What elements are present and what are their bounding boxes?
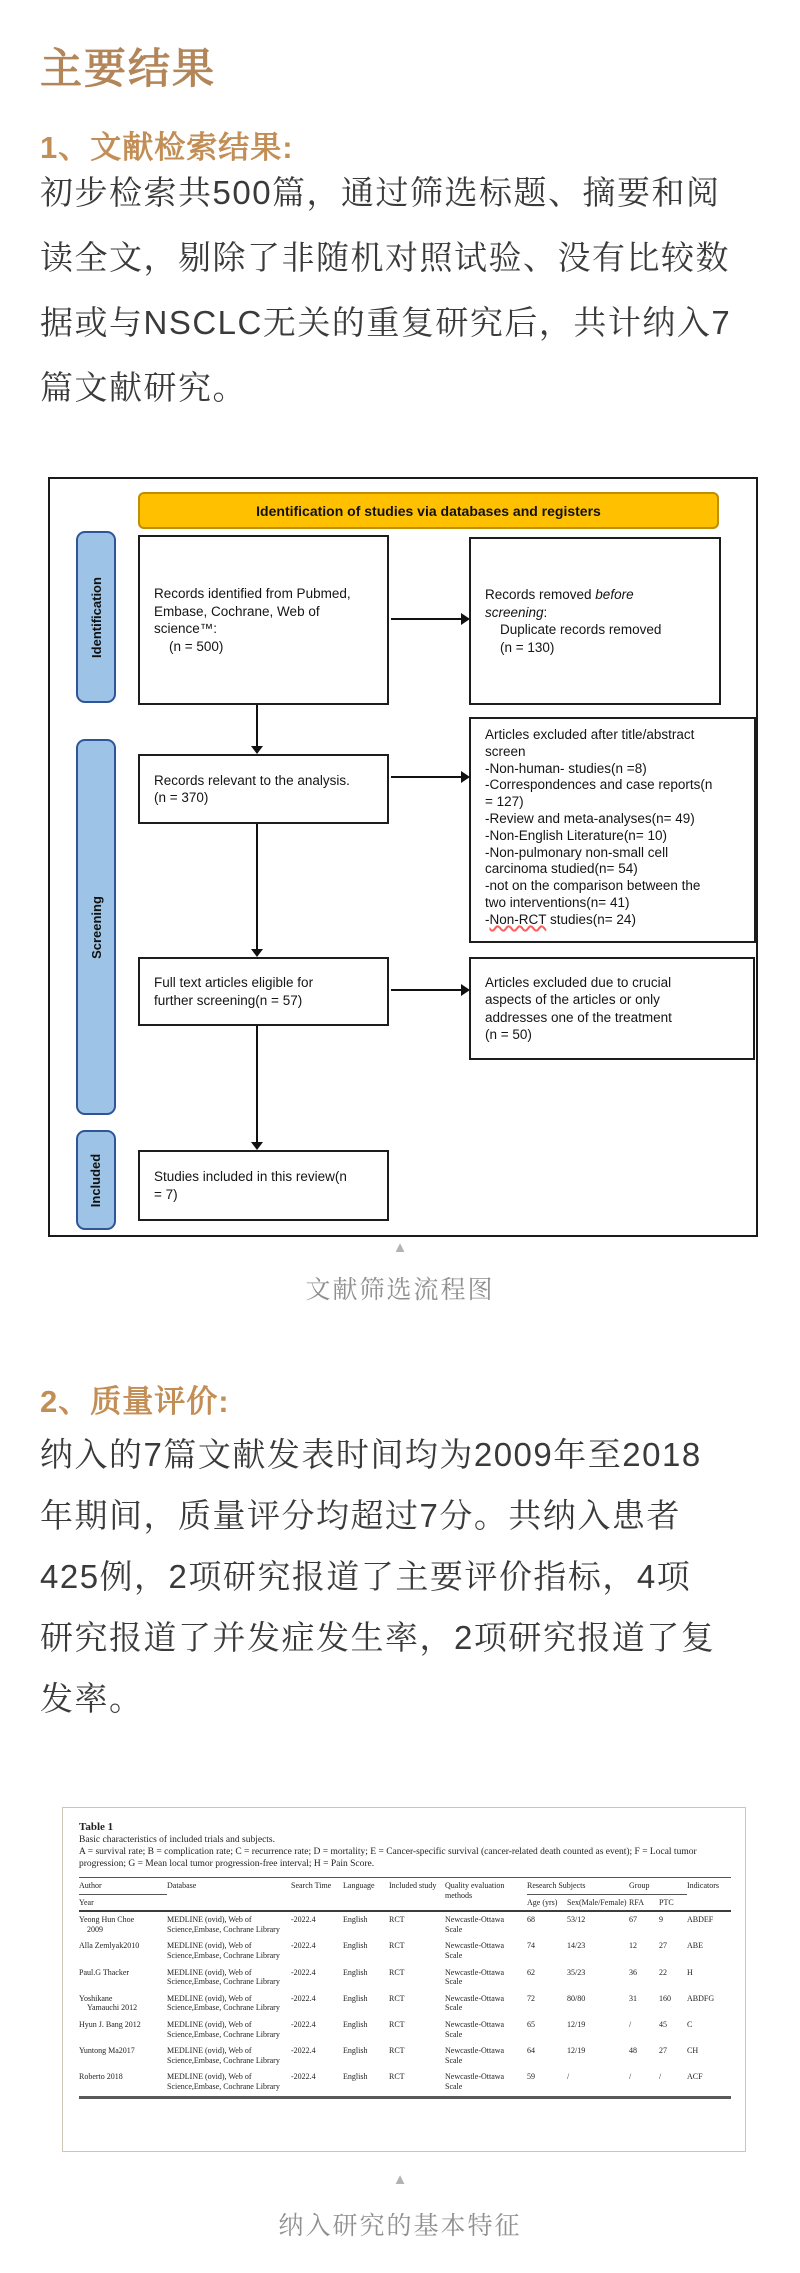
box-line: screening: [485, 604, 548, 620]
section-2-heading: 2、质量评价: [40, 1384, 230, 1419]
arrow-relevant-down [256, 824, 258, 949]
col-header-research-subjects: Research Subjects [527, 1878, 629, 1895]
cell-search-time: -2022.4 [291, 1993, 316, 2003]
box-line: -not on the comparison between the [485, 878, 701, 894]
cell-search-time: -2022.4 [291, 2046, 316, 2056]
box-line: further screening(n = 57) [154, 992, 303, 1008]
table-note: A = survival rate; B = complication rate; C = recurrence rate; D = mortality; E = Cancer-specific survival (cancer-related death counted as event); F = Local tumor progression; G = Mean local tumor progression-free interval; H = Pain Score. [79, 1847, 697, 1869]
cell-rfa: 12 [629, 1941, 637, 1951]
cell-sex: 14/23 [567, 1941, 586, 1951]
cell-ptc: 22 [659, 1967, 667, 1977]
col-header-sex: Sex(Male/Female) [567, 1894, 629, 1911]
box-records-identified [138, 535, 389, 705]
cell-quality: Newcastle-Ottawa Scale [445, 2019, 505, 2039]
cell-quality: Newcastle-Ottawa Scale [445, 1993, 505, 2013]
cell-language: English [343, 1941, 368, 1951]
box-line: addresses one of the treatment [485, 1009, 672, 1025]
cell-search-time: -2022.4 [291, 1967, 316, 1977]
box-line: Embase, Cochrane, Web of [154, 603, 320, 619]
box-line: Duplicate records removed [485, 622, 662, 637]
cell-sex: 12/19 [567, 2046, 586, 2056]
col-header-rfa: RFA [629, 1894, 659, 1911]
cell-author: Yuntong Ma2017 [79, 2046, 135, 2056]
box-line: = 7) [154, 1186, 178, 1202]
cell-rfa: / [629, 2069, 659, 2097]
paragraph-line: 读全文，剔除了非随机对照试验、没有比较数 [40, 239, 730, 276]
box-line: Articles excluded after title/abstract [485, 727, 695, 742]
prisma-flow-diagram-figure[interactable] [48, 477, 758, 1237]
section-1-paragraph [40, 160, 764, 420]
cell-database: MEDLINE (ovid), Web of Science,Embase, Cochrane Library [167, 1915, 280, 1934]
cell-indicators: ACF [687, 2069, 731, 2097]
cell-ptc: 9 [659, 1915, 663, 1925]
cell-quality: Newcastle-Ottawa Scale [445, 1915, 505, 1934]
cell-included-study: RCT [389, 1915, 405, 1925]
col-header-search-time: Search Time [291, 1878, 343, 1912]
cell-language: English [343, 2019, 368, 2029]
cell-search-time: -2022.4 [291, 2019, 316, 2029]
paragraph-line: 研究报道了并发症发生率，2项研究报道了复 [40, 1619, 716, 1656]
box-line: (n = 500) [154, 638, 224, 654]
page-title: 主要结果 [40, 45, 217, 92]
arrow-identified-to-removed [391, 618, 461, 620]
cell-author: Alla Zemlyak2010 [79, 1941, 140, 1951]
box-line: Records removed before [485, 587, 634, 602]
table-row [79, 2043, 731, 2069]
table-row [79, 1911, 731, 1938]
box-line: carcinoma studied(n= 54) [485, 861, 638, 877]
cell-indicators: ABDEF [687, 1915, 714, 1925]
cell-database: MEDLINE (ovid), Web of Science,Embase, Cochrane Library [167, 1967, 280, 1987]
paragraph-line: 年期间，质量评分均超过7分。共纳入患者 [40, 1497, 681, 1534]
paragraph-line: 发率。 [40, 1680, 144, 1717]
table-subtitle: Basic characteristics of included trials and subjects. [79, 1835, 276, 1845]
col-header-ptc: PTC [659, 1894, 687, 1911]
col-header-author: Author [79, 1878, 167, 1895]
arrow-identified-down [256, 705, 258, 746]
box-line: -Review and meta-analyses(n= 49) [485, 810, 695, 826]
box-line: Records identified from Pubmed, [154, 586, 351, 601]
cell-sex: / [567, 2069, 629, 2097]
cell-ptc: 45 [659, 2019, 667, 2029]
cell-ptc: 27 [659, 2046, 667, 2056]
arrow-fulltext-down [256, 1026, 258, 1142]
cell-indicators: CH [687, 2046, 699, 2056]
cell-quality: Newcastle-Ottawa Scale [445, 1967, 505, 1987]
box-line-group [485, 727, 746, 912]
cell-database: MEDLINE (ovid), Web of Science,Embase, Cochrane Library [167, 1941, 280, 1960]
col-header-database: Database [167, 1878, 291, 1912]
cell-indicators: ABDFG [687, 1993, 715, 2003]
box-excluded-title-abstract [469, 717, 756, 943]
box-line: two interventions(n= 41) [485, 894, 630, 910]
table-title: Table 1 [79, 1821, 114, 1833]
paragraph-line: 据或与NSCLC无关的重复研究后，共计纳入7 [40, 304, 732, 341]
cell-ptc: 160 [659, 1993, 671, 2003]
cell-age: 74 [527, 1941, 535, 1951]
cell-indicators: H [687, 1967, 693, 1977]
paragraph-line: 纳入的7篇文献发表时间均为2009年至2018 [40, 1436, 702, 1473]
box-line: (n = 50) [485, 1027, 532, 1042]
diagram-banner: Identification of studies via databases and registers [138, 492, 719, 529]
collapse-triangle-icon[interactable]: ▲ [392, 2171, 408, 2188]
arrow-fulltext-to-excluded [391, 989, 461, 991]
cell-included-study: RCT [389, 2069, 445, 2097]
box-line: = 127) [485, 794, 524, 810]
table-caption: 纳入研究的基本特征 [278, 2212, 522, 2240]
cell-included-study: RCT [389, 2046, 405, 2056]
cell-language: English [343, 2046, 368, 2056]
box-excluded-crucial [469, 957, 755, 1060]
cell-language: English [343, 2069, 389, 2097]
box-line: -Non-pulmonary non-small cell [485, 844, 669, 860]
cell-rfa: 36 [629, 1967, 637, 1977]
cell-rfa: / [629, 2019, 632, 2029]
box-line: -Non-English Literature(n= 10) [485, 827, 667, 843]
cell-quality: Newcastle-Ottawa Scale [445, 1941, 505, 1960]
cell-age: 65 [527, 2019, 535, 2029]
table-row [79, 2069, 731, 2097]
col-header-language: Language [343, 1878, 389, 1912]
cell-included-study: RCT [389, 1967, 405, 1977]
cell-ptc: 27 [659, 1941, 667, 1951]
cell-age: 59 [527, 2069, 567, 2097]
cell-age: 72 [527, 1993, 535, 2003]
cell-language: English [343, 1993, 368, 2003]
box-line: (n = 370) [154, 790, 209, 805]
table-row [79, 1938, 731, 1964]
cell-sex: 35/23 [567, 1967, 586, 1977]
box-line: -Non-human- studies(n =8) [485, 760, 647, 776]
cell-author: Paul.G Thacker [79, 1967, 130, 1977]
box-line: screen [485, 743, 526, 759]
table-row [79, 1991, 731, 2017]
cell-quality: Newcastle-Ottawa Scale [445, 2069, 527, 2097]
cell-included-study: RCT [389, 1941, 405, 1951]
figure-caption: 文献筛选流程图 [305, 1276, 495, 1304]
cell-author: Yeong Hun Choe 2009 [79, 1915, 135, 1934]
box-line: science™: [154, 621, 218, 636]
cell-age: 62 [527, 1967, 535, 1977]
table-row [79, 1965, 731, 1991]
box-line: aspects of the articles or only [485, 992, 660, 1007]
paragraph-line: 初步检索共500篇，通过筛选标题、摘要和阅 [40, 174, 721, 211]
cell-search-time: -2022.4 [291, 1915, 316, 1925]
cell-indicators: C [687, 2019, 693, 2029]
cell-database: MEDLINE (ovid), Web of Science,Embase, Cochrane Library [167, 2019, 280, 2039]
col-header-year: Year [79, 1894, 167, 1911]
cell-included-study: RCT [389, 1993, 405, 2003]
box-line: Full text articles eligible for [154, 975, 314, 990]
cell-indicators: ABE [687, 1941, 704, 1951]
cell-search-time: -2022.4 [291, 2069, 343, 2097]
cell-quality: Newcastle-Ottawa Scale [445, 2046, 505, 2065]
cell-database: MEDLINE (ovid), Web of Science,Embase, Cochrane Library [167, 2069, 291, 2097]
study-table [79, 1877, 731, 2099]
box-line: Records relevant to the analysis. [154, 772, 350, 788]
box-line: Articles excluded due to crucial [485, 974, 672, 990]
table-row [79, 2017, 731, 2043]
cell-sex: 53/12 [567, 1915, 586, 1925]
col-header-age: Age (yrs) [527, 1894, 567, 1911]
stage-label-included: Included [76, 1130, 116, 1230]
cell-author: Yoshikane Yamauchi 2012 [79, 1993, 138, 2013]
col-header-included-study: Included study [389, 1878, 445, 1912]
stage-label-screening: Screening [76, 739, 116, 1115]
cell-author: Roberto 2018 [79, 2069, 167, 2097]
cell-age: 64 [527, 2046, 535, 2056]
col-header-group: Group [629, 1878, 687, 1895]
box-records-removed [469, 537, 721, 705]
cell-included-study: RCT [389, 2019, 405, 2029]
col-header-quality: Quality evaluation methods [445, 1878, 527, 1912]
col-header-indicators: Indicators [687, 1878, 731, 1912]
stage-label-identification: Identification [76, 531, 116, 703]
cell-sex: 12/19 [567, 2019, 586, 2029]
section-2-paragraph [40, 1424, 764, 1729]
cell-ptc: / [659, 2069, 687, 2097]
cell-age: 68 [527, 1915, 535, 1925]
box-line: Studies included in this review(n [154, 1169, 347, 1184]
cell-author: Hyun J. Bang 2012 [79, 2019, 141, 2029]
cell-rfa: 48 [629, 2046, 637, 2056]
cell-database: MEDLINE (ovid), Web of Science,Embase, Cochrane Library [167, 1993, 280, 2013]
box-line-non-rct: -Non-RCT studies(n= 24) [485, 911, 636, 927]
cell-sex: 80/80 [567, 1993, 586, 2003]
arrow-relevant-to-excluded [391, 776, 461, 778]
cell-language: English [343, 1915, 368, 1925]
box-records-relevant [138, 754, 389, 824]
cell-rfa: 31 [629, 1993, 637, 2003]
box-line: (n = 130) [485, 639, 555, 655]
paragraph-line: 篇文献研究。 [40, 369, 247, 406]
collapse-triangle-icon[interactable]: ▲ [392, 1239, 408, 1256]
section-1-heading: 1、文献检索结果: [40, 130, 294, 165]
cell-search-time: -2022.4 [291, 1941, 316, 1951]
paragraph-line: 425例，2项研究报道了主要评价指标，4项 [40, 1558, 692, 1595]
study-table-figure[interactable] [62, 1807, 746, 2152]
cell-database: MEDLINE (ovid), Web of Science,Embase, Cochrane Library [167, 2046, 280, 2065]
box-fulltext-eligible [138, 957, 389, 1026]
cell-language: English [343, 1967, 368, 1977]
box-line: -Correspondences and case reports(n [485, 777, 713, 793]
box-studies-included [138, 1150, 389, 1221]
cell-rfa: 67 [629, 1915, 637, 1925]
